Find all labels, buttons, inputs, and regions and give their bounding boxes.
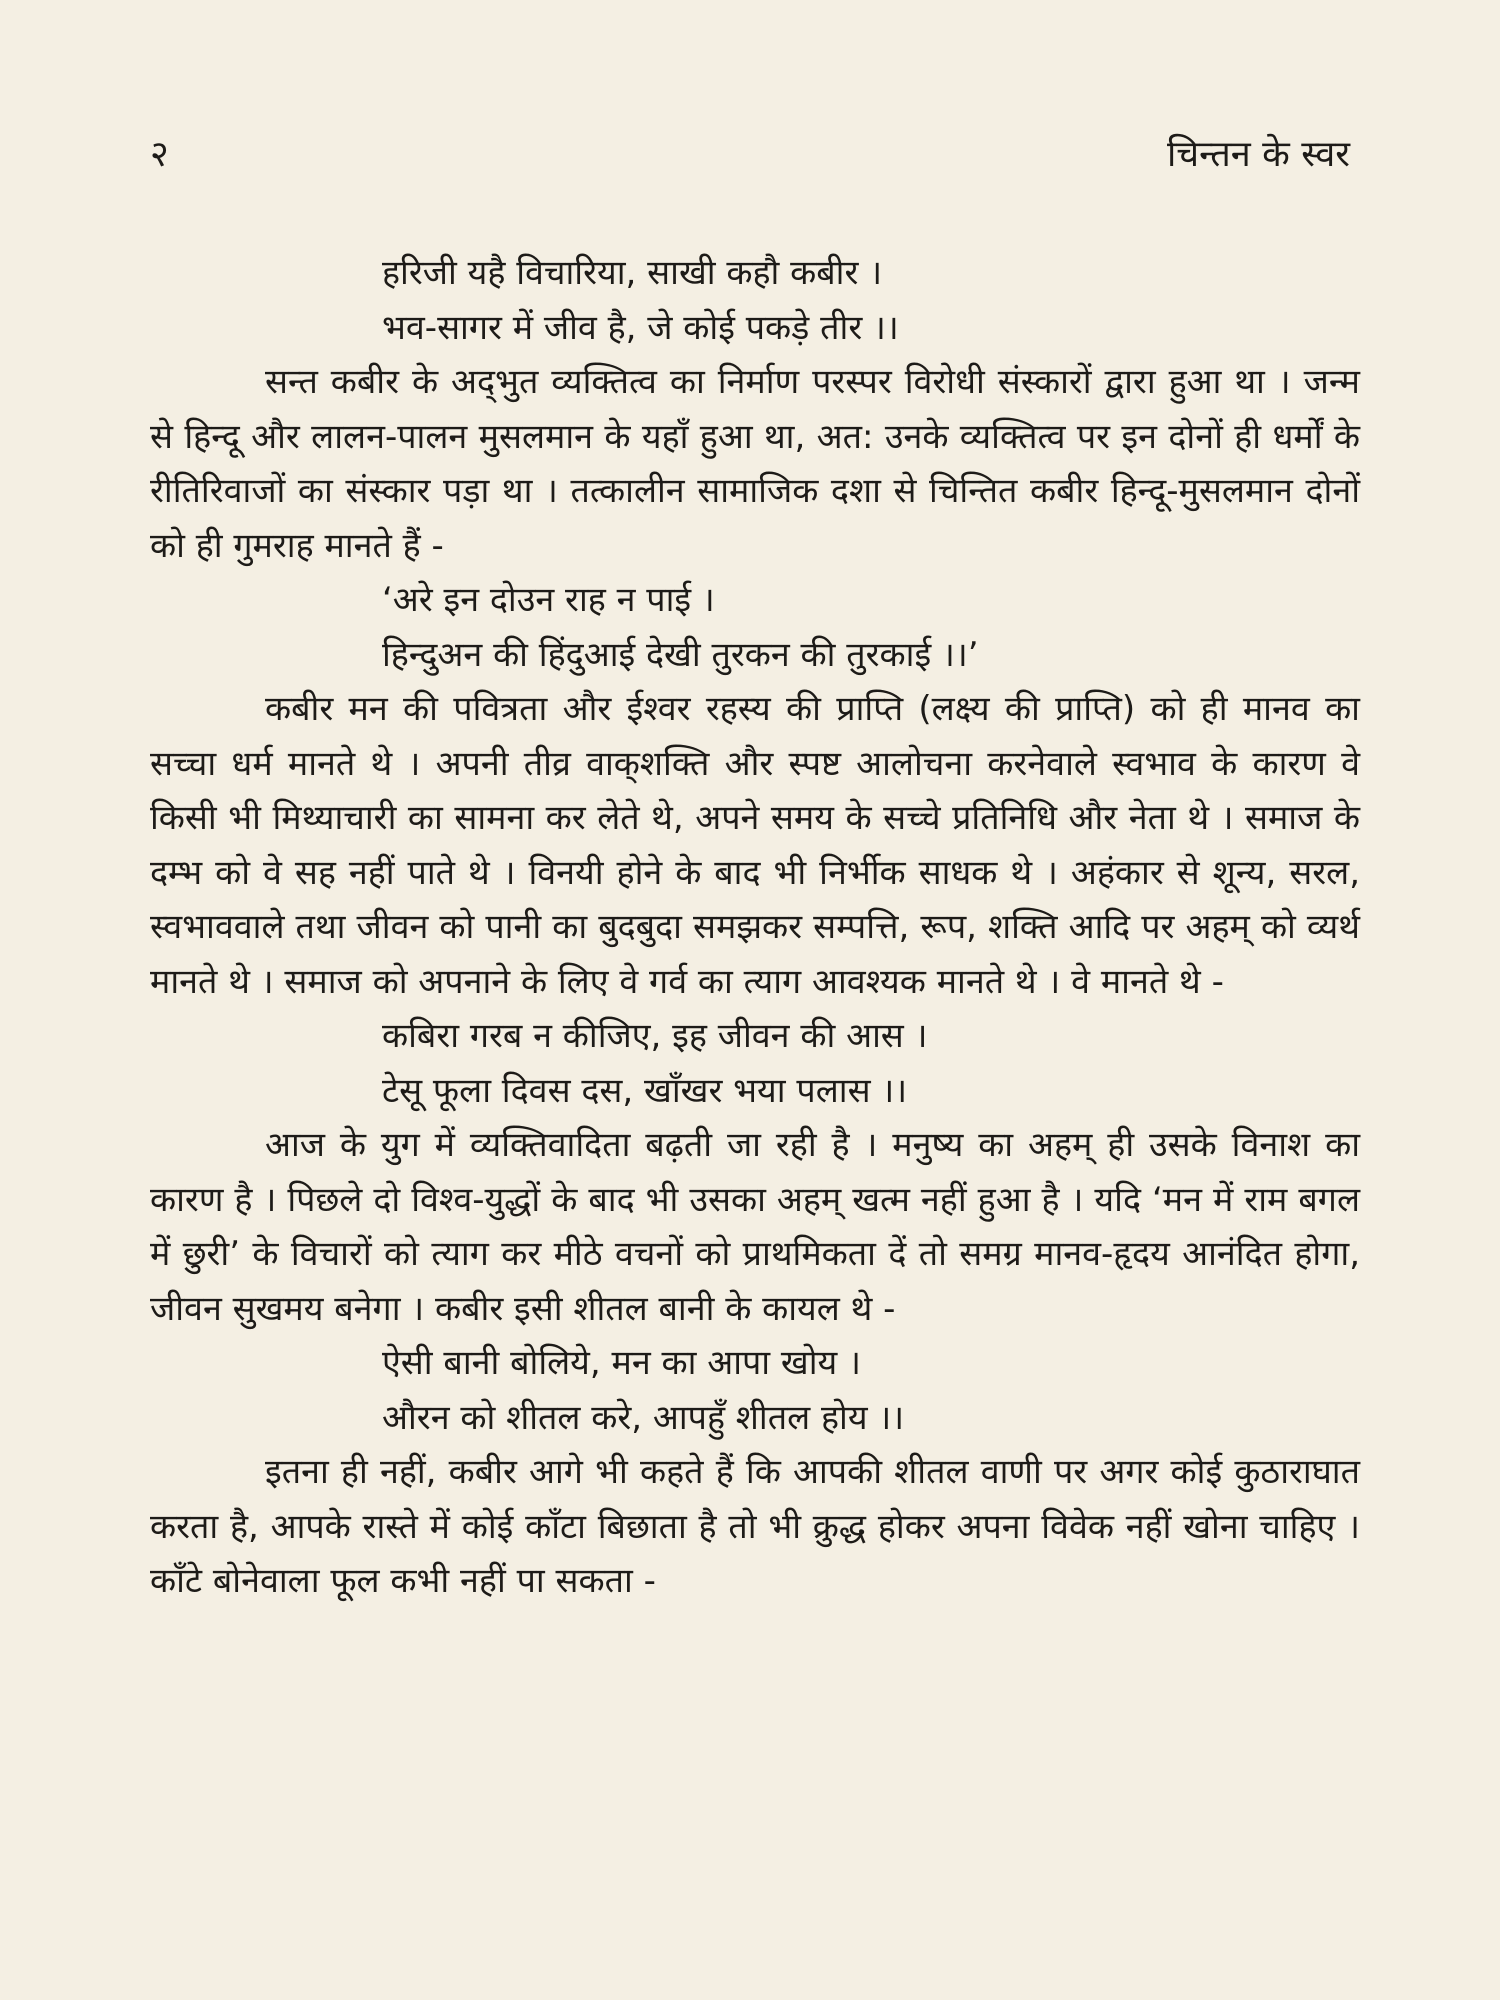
quote-1-line-2: हिन्दुअन की हिंदुआई देखी तुरकन की तुरकाई ।।’: [382, 634, 979, 675]
paragraph-3: आज के युग में व्यक्तिवादिता बढ़ती जा रही है । मनुष्य का अहम्‌ ही उसके विनाश का कारण है । पिछले दो विश्व-युद्धों के बाद भी उसका अहम्‌ खत्म नहीं हुआ है । यदि ‘मन में राम बगल में छुरी’ के विचारों को त्याग कर मीठे वचनों को प्राथमिकता दें तो समग्र मानव-हृदय आनंदित होगा, जीवन सुखमय बनेगा । कबीर इसी शीतल बानी के कायल थे -: [150, 1125, 1360, 1329]
page-number: २: [150, 134, 169, 175]
running-title: चिन्तन के स्वर: [1166, 134, 1350, 175]
paragraph-1: सन्त कबीर के अद्‌भुत व्यक्तित्व का निर्माण परस्पर विरोधी संस्कारों द्वारा हुआ था । जन्म से हिन्दू और लालन-पालन मुसलमान के यहाँ हुआ था, अत: उनके व्यक्तित्व पर इन दोनों ही धर्मों के रीतिरिवाजों का संस्कार पड़ा था । तत्कालीन सामाजिक दशा से चिन्तित कबीर हिन्दू-मुसलमान दोनों को ही गुमराह मानते हैं -: [150, 362, 1360, 566]
paragraph-2: कबीर मन की पवित्रता और ईश्वर रहस्य की प्राप्ति (लक्ष्य की प्राप्ति) को ही मानव का सच्चा धर्म मानते थे । अपनी तीव्र वाक्‌शक्ति और स्पष्ट आलोचना करनेवाले स्वभाव के कारण वे किसी भी मिथ्याचारी का सामना कर लेते थे, अपने समय के सच्चे प्रतिनिधि और नेता थे । समाज के दम्भ को वे सह नहीं पाते थे । विनयी होने के बाद भी निर्भीक साधक थे । अहंकार से शून्य, सरल, स्वभाववाले तथा जीवन को पानी का बुदबुदा समझकर सम्पत्ति, रूप, शक्ति आदि पर अहम्‌ को व्यर्थ मानते थे । समाज को अपनाने के लिए वे गर्व का त्याग आवश्यक मानते थे । वे मानते थे -: [150, 689, 1360, 1002]
doha-3-line-1: ऐसी बानी बोलिये, मन का आपा खोय ।: [382, 1343, 861, 1383]
doha-1-line-2: भव-सागर में जीव है, जे कोई पकड़े तीर ।।: [382, 307, 899, 348]
doha-3-line-2: औरन को शीतल करे, आपहुँ शीतल होय ।।: [382, 1397, 905, 1438]
page-body: [150, 246, 1360, 1609]
doha-2-line-2: टेसू फूला दिवस दस, खाँखर भया पलास ।।: [382, 1070, 908, 1111]
doha-1-line-1: हरिजी यहै विचारिया, साखी कहौ कबीर ।: [382, 253, 883, 293]
doha-2-line-1: कबिरा गरब न कीजिए, इह जीवन की आस ।: [382, 1016, 928, 1056]
quote-1-line-1: ‘अरे इन दोउन राह न पाई ।: [382, 580, 715, 620]
paragraph-4: इतना ही नहीं, कबीर आगे भी कहते हैं कि आपकी शीतल वाणी पर अगर कोई कुठाराघात करता है, आपके रास्ते में कोई काँटा बिछाता है तो भी क्रुद्ध होकर अपना विवेक नहीं खोना चाहिए । काँटे बोनेवाला फूल कभी नहीं पा सकता -: [150, 1452, 1360, 1601]
page-header: [150, 128, 1350, 188]
